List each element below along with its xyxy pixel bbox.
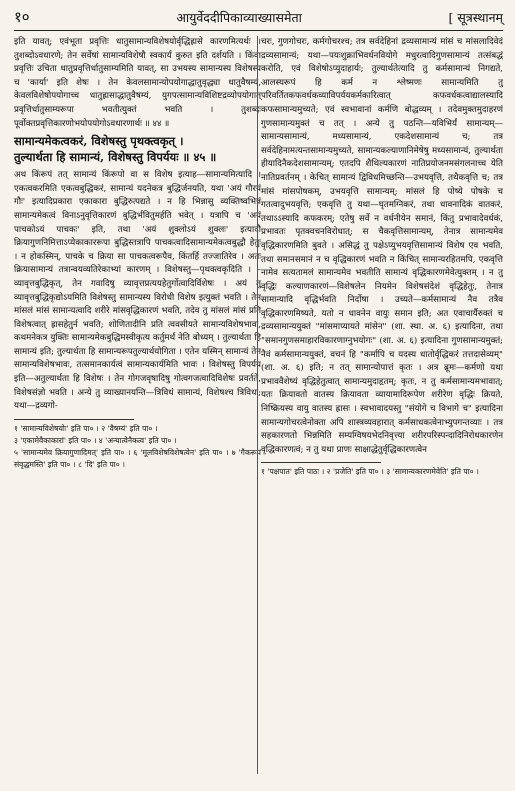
footnote: १ 'पक्षपात' इति पाठः । २ 'प्रजेति' इति पा० । ३ 'सामान्यकारणमेवेति' इति पा० । — [261, 467, 479, 477]
section-title: [ सूत्रस्थानम् — [448, 9, 503, 25]
running-title: आयुर्वेददीपिकाव्याख्यासमेता — [176, 9, 302, 25]
footnote-rule — [261, 462, 381, 463]
footnote: १ 'सामान्यविशेषयोः' इति पा० । २ 'वैषम्यं' इति पा० । — [14, 423, 158, 433]
verse-line: सामान्यमेकत्वकरं, विशेषस्तु पृथक्त्वकृत् । — [14, 134, 184, 149]
column-divider — [257, 36, 258, 774]
header-rule — [14, 30, 503, 31]
footnote-rule — [14, 419, 134, 420]
commentary-paragraph: चरः, गुणगोचरः, कर्मगोचरश्च; तत्र सर्वदेहिनां द्रव्यसामान्यं मांसं च मांसलादिवेदं द्रव्यसामान्यं; यथा—पयःशुक्राभिवर्धनवियोगे मधुरत्वादिगुणसामान्यं तत्संबद्धं करोति, एवं विशेषोऽप्युदाहार्यः; तुल्यार्थतेत्यादि तु कर्मसामान्यं निगद्यते, आलस्यरूपं हि कर्म न श्लेष्मणः सामान्यमिति तु परिवर्तितकफवर्धकव्याविपर्ययकर्मकारित्वात् कफवर्धकत्वाद्यालस्यादि कफसामान्यमुच्यते; एवं स्वभावानां कर्मणि बोद्धव्यम् । तदेवमुक्तमुदाहरणं गुणसामान्यमुक्तं च तत् । अन्ये तु पठन्ति—यविभिर्यं सामान्यम्—सामान्यसामान्यं, मध्यसामान्यं, एकदेशसामान्यं च; तत्र सर्वदेहिनामत्यन्तसामान्यमुच्यते, सामान्यकल्याणानिमेषेषु मध्यसामान्यं, तुल्यार्थता हीयादिनैकदेशसामान्यम्; एतदपि शैथिल्यकारणं नातिप्रयोजनमसंगलनाच्च येति नातिप्रवर्तनम् । केचित् सामान्यं द्विविधमिच्छन्ति—उभयवृत्ति, तथैकवृत्ति च; तत्र मांसं मांसपोषकम्, उभयवृत्ति सामान्यम्; मांसलं हि पोष्ये पोषके च गतत्वादुभयवृत्ति; एकवृत्ति तु यथा—घृतमग्निकरं, तथा धावनादिकं वातकरं, तथाऽऽस्यादि कफकरम्; एतेषु सर्वे न वर्धनीयेन समानं, किंतु प्रभावादेवर्धकं, प्रभावतः पृतक्वचनविरोधात्; स चैकवृत्तिसामान्यम्, तेनात्र सामान्यमेव वृद्धिकारणमिति बुवते । असिद्धं तु पक्षेऽप्युभयवृत्तिसामान्यं विशेष एव भवति, तथा समानसमानं न च वृद्धिकारणं भवति न किंचित् सामान्यरहितमपि, एकवृत्ति नामेव सत्यतामलं सामान्यमेव भवतीति सामान्यं वृद्धिकारणमेवेत्युक्तम् । न तु वृद्धिः कल्याणकारणं—विशेषलेन नियमेन विशेषसंदेशं वृद्धिहेतुः, तेनात्र सामान्यादि वृद्धिर्भवति निर्दोषा । उच्यते—कर्मसामान्यं नैव तत्रैव वृद्धिकारणमिष्यते, यतो न धावनेन वायुः समान इति; अत एवाचार्यैरुक्तं च द्रव्यसामान्ययुक्तं "मांसमाप्यायते मांसेन" (शा. स्था. अ. ६) इत्यादिना, तथा "समानगुणसमाहारविकारणाग्नुभयोगः" (शा. अ. ६) इत्यादिना गुणसामान्यमुक्तं; नैवं कर्मसामान्ययुक्तं, वचनं हि "कर्मापि च यदस्य धातोर्वृद्धिकरं तत्तदासेव्यम्" (शा. अ. ६) इति; न तत् सामान्योपात्तं कृतः । अत्र ब्रूमः—कर्मणो यथा प्रभाववैशेष्यं वृद्धिहेतुत्वात् सामान्यमुदाहृतम्; कृतः, न तु कर्मसामान्यमभावात्; यतः क्रियावतो वातस्य क्रियावता व्यायामादिरूपेण शरीरेण वृद्धिः क्रियते, निष्क्रियस्य वायु वातस्य ह्रासः । स्वभावादयस्तु "संयोगे च विभागे च" इत्यादिना सामान्यगोचरत्वेनोक्ता अपि शास्त्रव्यवहारात् कर्मसाधकत्वेनाभ्युपगन्तव्याः । तत्र सहकारणतो भिन्नमिति सम्यग्विषयभेदनिवृत्त्या शरीरपरिस्पन्दादिनिरोधकारणेन वृद्धिकारणत्वं; न तु यथा प्राणः साक्षाद्धेतुर्वृद्धिकारणत्वेन — [261, 37, 503, 455]
footnote: ५ 'सामान्यमेव क्रियागुणादिमत्' इति पा० । ६ 'मूलविशेषविशेषत्वेन' इति पा० । ७ 'गैकरूपं संवृद्धमस्ति' इति पा० । ८ 'दि' इति पा० । — [14, 447, 261, 469]
verse-line: तुल्यार्थता हि सामान्यं, विशेषस्तु विपर्ययः ॥ ४५ ॥ — [14, 150, 217, 165]
commentary-paragraph: अथ किंरूपं तत् सामान्यं किंरूपो वा स विशेष इत्याह—सामान्यमित्यादि । एकत्वकरमिति एकत्वबुद्धिकरं, सामान्यं यदनेकत्र बुद्धिर्जनयति, यथा 'अयं गौरयं गौः' इत्यादिप्रकारा एकाकारा बुद्धिरुत्पद्यते । न हि भिन्नासु व्यक्तिष्वभिन्नं सामान्यमेकत्वं विनाऽनुवृत्तिकारणं बुद्धिर्भवितुमर्हति भवेत् । यत्रापि च 'अयं पाचकोऽयं पाचकः' इति, तथा 'अयं शुक्लोऽयं शुक्लः' इत्यादौ क्रियागुणनिमित्ताऽप्येकाकाररूपा बुद्धिस्तत्रापि पाचकत्वादिसामान्यमेकत्वबुद्धौ हेतुः । न होकस्मिन्, पाचके च क्रिया सा पाचकत्वरूपैव, किंतर्हि तज्जातिरेव । अतः क्रियासामान्यं तत्रान्वयव्यतिरेकाभ्यां कारणम् । विशेषस्तु—पृथक्त्वकृदिति । –व्यावृत्तबुद्धिकृत्, तेन गवादिषु व्यावृत्तप्रत्ययहेतुर्गोत्वादिर्विशेषः । अयं तु व्यावृत्तबुद्धिकृद्योऽयमिति विशेषस्तु सामान्यस्य विरोधी विशेष इत्युक्तं भवति । तेन मांसलं मांसं सामान्यत्वादि शरीरे मांसवृद्धिकारणं भवति, तदेव तु मांसलं मांसं प्रति विशेषत्वात् ह्रासहेतुर्न भवति; शोणितादीनि प्रति त्ववसीयते सामान्यविशेषभावः, कथमनेकत्र युक्तिः सामान्यमेकबुद्धिमस्वीकृत्य कर्तुमर्थं नेति बोध्यम् । तुल्यार्थता हि सामान्यं इति; तुल्यार्थता हि सामान्यरूपतुल्यार्थयोगिता । एतेन यस्मिन् सामान्यं तेन सामान्यविशेषभावः, तत्समानकार्यत्वं सामान्यकार्यमिति भावः । विशेषस्तु विपर्यय इति—अतुल्यार्थता हि विशेषः । तेन गोगजवृषादिषु गोत्वगजत्वादिविशेषः प्रवर्तते, विशेषसंज्ञो भवति । अन्ये तु व्याख्यानयन्ति—त्रिविधं सामान्यं, विशेषश्च त्रिविधः; यथा—द्रव्यगो- — [14, 170, 261, 412]
left-column — [14, 36, 261, 471]
sutra-verse — [14, 133, 261, 165]
page-header — [14, 6, 503, 28]
page-number: १० — [14, 8, 30, 26]
footnote: ३ 'एकामेवैकाकारां' इति पा० । ४ 'अन्यात्वेनैकत्व' इति पा० । — [14, 435, 177, 445]
commentary-paragraph: इति यावत्; एवंभूता प्रवृत्तिः धातुसामान्यविशेषयोर्वृद्धिह्रासे कारणमित्यर्थः । तुशब्दोऽवधारणे; तेन सर्वेषां सामान्यविशेषौ स्वकार्यं कुरुत इति दर्शयति । किंवा प्रवृत्तिः उचिता धातुप्रवृत्तिर्धातुसाम्यमिति यावत्, सा उभयस्य सामान्यस्य विशेषस्य च 'कार्या' इति शेषः । तेन केवलसामान्योपयोगाद्धातुवृद्ध्या धातुवैषम्यं, केवलविशेषोपयोगाच्च धातुह्रासाद्धातुवैषम्यं, युगपत्सामान्यविशिष्टद्रव्योपयोगात् प्रवृत्तिर्धातुसाम्यरूपा भवतीत्युक्तं भवति । तुशब्दः पूर्वोक्तप्रवृत्तिकारणोभयोपयोगोऽवधारणार्थः ॥ ४४ ॥ — [14, 37, 261, 129]
right-column — [261, 36, 503, 478]
